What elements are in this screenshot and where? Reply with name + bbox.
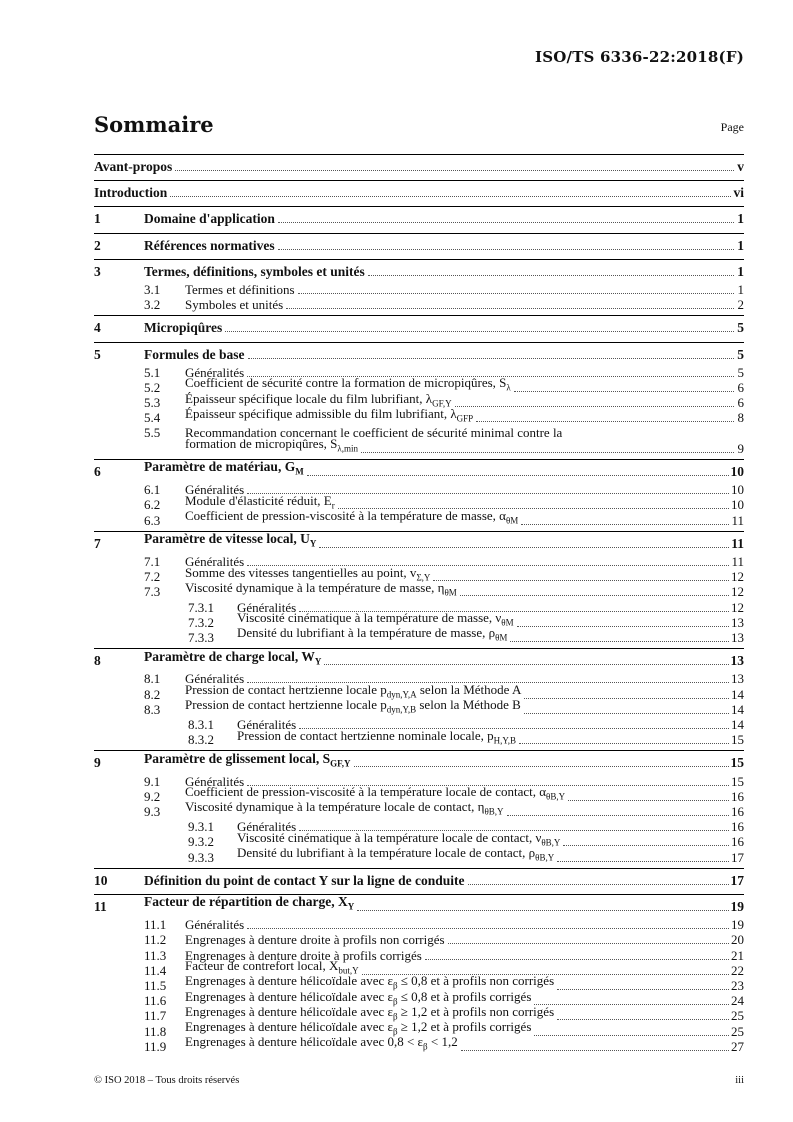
toc-entry[interactable] (94, 405, 744, 426)
toc-entry-title: Paramètre de charge local, $W_Y$ (144, 648, 322, 667)
toc-entry-number: 10 (94, 872, 108, 888)
toc-entry-page: 1 (737, 282, 744, 297)
toc-leader-dots (461, 1049, 729, 1051)
toc-leader-dots (455, 405, 734, 407)
toc-entry-page: 11 (731, 535, 744, 551)
toc-entry-page: 24 (731, 993, 744, 1009)
toc-leader-dots (534, 1003, 729, 1005)
toc-entry-page: 27 (731, 1038, 744, 1054)
toc-entry-page: vi (733, 185, 744, 201)
toc-entry[interactable] (94, 648, 744, 669)
toc-leader-dots (247, 927, 729, 929)
toc-entry[interactable] (94, 799, 744, 819)
toc-entry-page: 16 (731, 788, 744, 804)
toc-entry-number: 11.7 (144, 1008, 167, 1024)
toc-leader-dots (368, 274, 734, 276)
toc-leader-dots (298, 292, 734, 294)
toc-entry-number: 7 (94, 535, 101, 551)
toc-entry-title: Viscosité cinématique à la température locale de contact, $\nu_{\theta B,Y}$ (237, 829, 561, 848)
toc-entry-number: 4 (94, 320, 101, 336)
toc-entry-number: 5.3 (144, 395, 161, 411)
toc-entry[interactable] (94, 436, 744, 456)
toc-entry-page: 12 (731, 584, 744, 600)
toc-entry-title: Engrenages à denture hélicoïdale avec $\varepsilon_\beta \le 0,8$ et à profils non corrigés (185, 973, 555, 991)
toc-separator (94, 868, 744, 869)
toc-leader-dots (468, 883, 729, 885)
toc-entry-page: 15 (731, 773, 744, 789)
toc-entry-number: 2 (94, 237, 101, 253)
toc-entry-title: Paramètre de matériau, $G_M$ (144, 459, 304, 477)
toc-entry-title: Viscosité dynamique à la température locale de contact, $\eta_{\theta B,Y}$ (185, 799, 504, 817)
toc-entry-title: Engrenages à denture droite à profils corrigés (185, 947, 422, 963)
toc-entry-page: 5 (737, 346, 744, 362)
toc-entry[interactable] (94, 750, 744, 771)
toc-entry[interactable] (94, 281, 744, 297)
toc-entry[interactable] (94, 263, 744, 279)
toc-separator (94, 206, 744, 207)
toc-entry-number: 9.3.3 (188, 849, 214, 865)
toc-entry-number: 7.3.3 (188, 630, 214, 645)
toc-entry-page: 13 (731, 630, 744, 645)
toc-entry-page: 17 (730, 872, 744, 888)
toc-entry-title: Engrenages à denture hélicoïdale avec $\varepsilon_\beta \le 0,8$ et à profils corrigés (185, 988, 532, 1007)
toc-leader-dots (319, 546, 729, 548)
toc-entry-number: 6.2 (144, 497, 161, 513)
toc-leader-dots (170, 195, 731, 197)
toc-leader-dots (278, 248, 734, 250)
toc-entry-title: Engrenages à denture hélicoïdale avec $\varepsilon_\beta \ge 1,2$ et à profils corrigés (185, 1019, 532, 1037)
toc-entry-title: Engrenages à denture hélicoïdale avec $0,8 < \varepsilon_\beta < 1,2$ (185, 1034, 458, 1052)
toc-entry-title: Viscosité cinématique à la température de masse, $\nu_{\theta M}$ (237, 610, 514, 628)
toc-entry-number: 11.3 (144, 947, 167, 963)
toc-entry-title: Pression de contact hertzienne nominale locale, $p_{H,Y,B}$ (237, 727, 516, 746)
toc-entry-page: 10 (731, 482, 744, 498)
toc-entry-page: 14 (731, 701, 744, 717)
toc-leader-dots (514, 390, 734, 392)
toc-separator (94, 315, 744, 316)
toc-entry[interactable] (94, 579, 744, 600)
toc-entry-title: Références normatives (144, 237, 275, 253)
toc-entry-title: Micropiqûres (144, 320, 223, 336)
toc-entry-title: Termes, définitions, symboles et unités (144, 263, 365, 279)
document-header: ISO/TS 6336-22:2018(F) (535, 48, 744, 66)
toc-leader-dots (425, 958, 729, 960)
toc-entry[interactable] (94, 931, 744, 947)
toc-entry-page: 16 (731, 834, 744, 850)
toc-entry[interactable] (94, 727, 744, 748)
footer-copyright: © ISO 2018 – Tous droits réservés (94, 1075, 240, 1086)
toc-entry[interactable] (94, 697, 744, 717)
toc-entry-number: 5.2 (144, 380, 161, 395)
toc-entry-number: 11.4 (144, 962, 167, 978)
toc-entry[interactable] (94, 296, 744, 312)
toc-entry-number: 5.4 (144, 410, 161, 426)
toc-leader-dots (476, 420, 734, 422)
toc-entry-number: 11.9 (144, 1038, 167, 1054)
toc-entry-number: 8 (94, 653, 101, 669)
toc-entry-number: 8.2 (144, 686, 161, 702)
toc-entry-page: 11 (731, 554, 744, 569)
toc-entry[interactable] (94, 916, 744, 932)
toc-entry-page: 1 (737, 237, 744, 253)
toc-entry-title: Coefficient de pression-viscosité à la température locale de contact, $\alpha_{\theta B,Y}$ (185, 784, 566, 802)
toc-entry-page: 10 (730, 464, 744, 479)
toc-entry-number: 9.1 (144, 773, 161, 789)
toc-entry-title: Termes et définitions (185, 282, 295, 297)
toc-entry-title: Généralités (237, 819, 297, 835)
toc-leader-dots (524, 712, 729, 714)
toc-leader-dots (433, 579, 729, 581)
toc-leader-dots (557, 988, 729, 990)
toc-entry[interactable] (94, 158, 744, 174)
toc-entry-page: 15 (731, 732, 744, 748)
toc-leader-dots (460, 594, 729, 596)
toc-entry-number: 6.3 (144, 512, 161, 528)
toc-entry-number: 7.1 (144, 554, 161, 569)
toc-leader-dots (286, 307, 734, 309)
toc-entry-page: 5 (737, 364, 744, 380)
toc-entry-page: 25 (731, 1023, 744, 1039)
toc-entry-title: Généralités (185, 671, 245, 687)
toc-entry-number: 11.5 (144, 978, 167, 993)
footer-page-number: iii (735, 1075, 744, 1086)
toc-entry-title: Définition du point de contact Y sur la ligne de conduite (144, 872, 465, 888)
toc-entry-page: 14 (731, 686, 744, 702)
toc-leader-dots (517, 625, 729, 627)
toc-leader-dots (225, 330, 734, 332)
toc-leader-dots (507, 814, 729, 816)
toc-entry-title: Généralités (237, 717, 297, 732)
toc-entry-page: 9 (737, 440, 744, 456)
toc-entry[interactable] (94, 237, 744, 253)
toc-leader-dots (307, 474, 729, 476)
toc-leader-dots (534, 1034, 729, 1036)
toc-leader-dots (524, 697, 729, 699)
toc-separator (94, 180, 744, 181)
toc-entry-page: 19 (730, 899, 744, 914)
page-column-label: Page (720, 120, 744, 134)
toc-leader-dots (248, 357, 735, 359)
toc-entry-number: 11.8 (144, 1023, 167, 1039)
toc-entry-page: 16 (731, 819, 744, 835)
toc-entry-page: 14 (731, 717, 744, 732)
toc-entry-number: 7.3 (144, 584, 161, 600)
toc-entry[interactable] (94, 625, 744, 645)
toc-entry-number: 1 (94, 211, 101, 227)
toc-entry-number: 8.3 (144, 701, 161, 717)
toc-separator (94, 154, 744, 155)
toc-separator (94, 259, 744, 260)
toc-entry-page: 1 (737, 263, 744, 279)
toc-entry-number: 11.6 (144, 993, 167, 1009)
toc-entry-title: Généralités (185, 917, 245, 933)
toc-entry-page: 16 (731, 804, 744, 819)
toc-leader-dots (563, 844, 729, 846)
toc-entry-text-line: Recommandation concernant le coefficient de sécurité minimal contre la (185, 424, 563, 440)
toc-entry[interactable] (94, 184, 744, 200)
toc-leader-dots (557, 860, 729, 862)
toc-entry-page: 6 (737, 380, 744, 395)
toc-entry-title: Engrenages à denture hélicoïdale avec $\varepsilon_\beta \ge 1,2$ et à profils non corrigés (185, 1003, 555, 1022)
toc-entry-page: 13 (731, 614, 744, 630)
toc-entry-page: 20 (731, 932, 744, 948)
toc-entry-number: 8.1 (144, 671, 161, 687)
toc-entry-page: 23 (731, 978, 744, 993)
toc-entry[interactable] (94, 872, 744, 888)
toc-entry-number: 7.2 (144, 569, 161, 585)
toc-entry-number: 9.2 (144, 788, 161, 804)
toc-entry[interactable] (94, 845, 744, 865)
toc-leader-dots (175, 169, 734, 171)
toc-entry-number: 7.3.1 (188, 599, 214, 615)
toc-entry-number: 8.3.2 (188, 732, 214, 748)
toc-leader-dots (568, 799, 729, 801)
toc-entry-number: 6.1 (144, 482, 161, 498)
toc-leader-dots (557, 1018, 729, 1020)
toc-entry-title: Pression de contact hertzienne locale $p_{dyn,Y,B}$ selon la Méthode B (185, 697, 521, 715)
toc-entry-page: v (737, 159, 744, 174)
toc-entry[interactable] (94, 346, 744, 362)
toc-entry-page: 5 (737, 320, 744, 336)
toc-entry-title: Généralités (185, 482, 245, 498)
toc-leader-dots (521, 523, 729, 525)
toc-entry-title: Coefficient de pression-viscosité à la température de masse, $\alpha_{\theta M}$ (185, 508, 519, 526)
toc-entry-title: Paramètre de vitesse local, $U_Y$ (144, 531, 317, 549)
toc-entry-page: 21 (731, 947, 744, 963)
page-title: Sommaire (94, 112, 214, 137)
toc-entry-number: 5 (94, 346, 101, 362)
toc-entry-title: Symboles et unités (185, 297, 284, 313)
toc-entry-title: Viscosité dynamique à la température de masse, $\eta_{\theta M}$ (185, 579, 457, 598)
toc-entry-number: 5.5 (144, 424, 161, 440)
toc-entry[interactable] (94, 319, 744, 335)
toc-entry-number: 11 (94, 899, 107, 914)
toc-entry-page: 15 (730, 755, 744, 771)
toc-entry-title: Paramètre de glissement local, $S_{GF,Y}$ (144, 750, 351, 769)
toc-entry-number: 8.3.1 (188, 717, 214, 732)
toc-entry-title: Facteur de contrefort local, $X_{but,Y}$ (185, 958, 359, 976)
toc-leader-dots (448, 942, 729, 944)
toc-entry[interactable] (94, 210, 744, 226)
toc-entry-number: 6 (94, 464, 101, 479)
toc-leader-dots (278, 221, 734, 223)
toc-entry-number: 11.2 (144, 932, 167, 948)
toc-entry-page: 2 (737, 297, 744, 313)
toc-entry-page: 17 (731, 849, 744, 865)
toc-entry[interactable] (94, 508, 744, 528)
toc-entry-number: 9.3 (144, 804, 161, 819)
toc-separator (94, 233, 744, 234)
toc-entry-number: 7.3.2 (188, 614, 214, 630)
toc-entry-number: 9.3.1 (188, 819, 214, 835)
toc-entry-number: 9.3.2 (188, 834, 214, 850)
toc-entry-title: Module d'élasticité réduit, $E_r$ (185, 492, 335, 511)
toc-leader-dots (519, 742, 729, 744)
toc-entry-title: Généralités (237, 599, 297, 615)
toc-entry-page: 1 (737, 211, 744, 227)
toc-entry-page: 13 (731, 671, 744, 687)
toc-entry-page: 12 (731, 599, 744, 615)
toc-entry-number: 3 (94, 263, 101, 279)
toc-entry[interactable] (94, 531, 744, 551)
toc-entry-title: Somme des vitesses tangentielles au point, $v_{\Sigma,Y}$ (185, 564, 431, 583)
toc-entry-title: Généralités (185, 773, 245, 789)
toc-entry-number: 9 (94, 755, 101, 771)
toc-entry-page: 10 (731, 497, 744, 513)
toc-separator (94, 342, 744, 343)
toc-entry-number: 3.1 (144, 282, 161, 297)
toc-entry-number: 5.1 (144, 364, 161, 380)
toc-entry-title: Engrenages à denture droite à profils non corrigés (185, 932, 445, 948)
toc-entry-title: Épaisseur spécifique admissible du film lubrifiant, $\lambda_{GFP}$ (185, 405, 474, 424)
toc-entry-title: Pression de contact hertzienne locale $p_{dyn,Y,A}$ selon la Méthode A (185, 682, 522, 700)
toc-entry-title: Épaisseur spécifique locale du film lubrifiant, $\lambda_{GF,Y}$ (185, 390, 452, 409)
toc-entry-page: 11 (731, 512, 744, 528)
toc-entry-page: 22 (731, 962, 744, 978)
toc-entry-title: Domaine d'application (144, 211, 275, 227)
toc-entry-page: 6 (737, 395, 744, 411)
toc-entry[interactable] (94, 1034, 744, 1054)
toc-leader-dots (357, 909, 728, 911)
toc-leader-dots (361, 451, 734, 453)
toc-entry[interactable] (94, 894, 744, 914)
toc-entry-title: Coefficient de sécurité contre la formation de micropiqûres, $S_\lambda$ (185, 375, 511, 393)
toc-entry-title: Avant-propos (94, 159, 173, 174)
toc-leader-dots (324, 663, 728, 665)
toc-entry-page: 8 (737, 410, 744, 426)
toc-entry-page: 12 (731, 569, 744, 585)
toc-entry-page: 13 (730, 653, 744, 669)
toc-entry-page: 25 (731, 1008, 744, 1024)
toc-leader-dots (510, 640, 729, 642)
toc-entry-title: Généralités (185, 364, 245, 380)
toc-entry[interactable] (94, 459, 744, 479)
toc-leader-dots (354, 765, 729, 767)
toc-entry-title: Facteur de répartition de charge, $X_Y$ (144, 894, 355, 912)
toc-entry-title: Introduction (94, 185, 168, 201)
toc-entry-title: Densité du lubrifiant à la température locale de contact, $\rho_{\theta B,Y}$ (237, 845, 555, 863)
toc-entry-page: 19 (731, 917, 744, 933)
toc-entry-title: Formules de base (144, 346, 245, 362)
toc-entry-number: 3.2 (144, 297, 161, 313)
toc-entry-number: 11.1 (144, 917, 167, 933)
toc-entry-title: formation de micropiqûres, $S_{\lambda,min}$ (185, 436, 358, 454)
toc-entry-title: Densité du lubrifiant à la température de masse, $\rho_{\theta M}$ (237, 625, 508, 643)
toc-entry-title: Généralités (185, 554, 245, 569)
